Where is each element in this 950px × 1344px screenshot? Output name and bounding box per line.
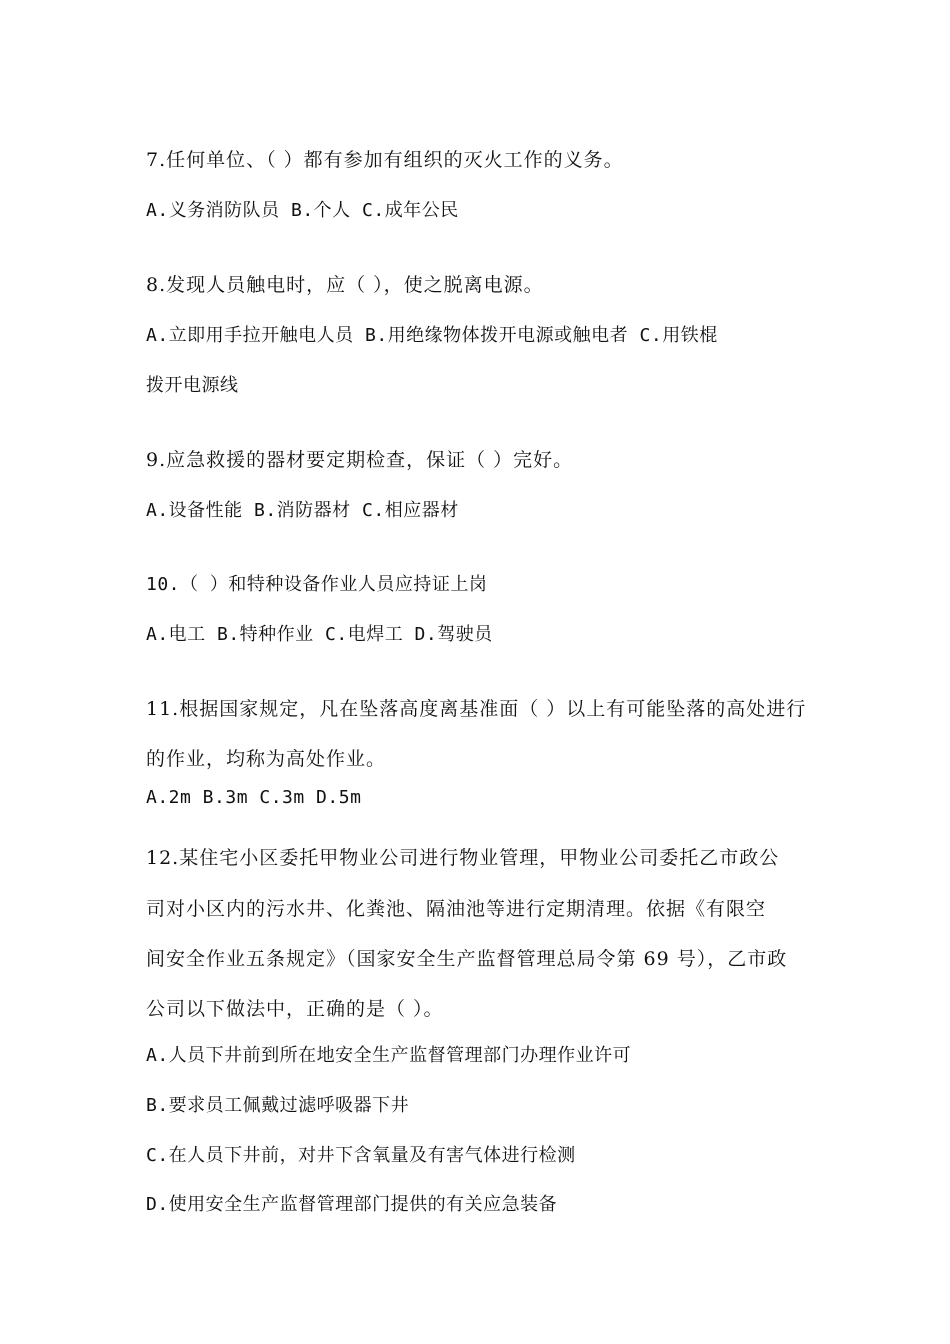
question-12-option-d: D.使用安全生产监督管理部门提供的有关应急装备 (146, 1194, 558, 1215)
question-12-stem-cont-3: 公司以下做法中，正确的是（ ）。 (146, 998, 444, 1020)
question-8-stem: 8.发现人员触电时，应（ ），使之脱离电源。 (146, 274, 544, 296)
question-9-options: A.设备性能 B.消防器材 C.相应器材 (146, 500, 459, 521)
question-8-options: A.立即用手拉开触电人员 B.用绝缘物体拨开电源或触电者 C.用铁棍 (146, 325, 718, 346)
question-11-stem-cont: 的作业，均称为高处作业。 (146, 748, 387, 770)
question-10-options: A.电工 B.特种作业 C.电焊工 D.驾驶员 (146, 624, 493, 645)
question-10-stem: 10.（ ）和特种设备作业人员应持证上岗 (146, 574, 488, 595)
question-9-stem: 9.应急救援的器材要定期检查，保证（ ）完好。 (146, 449, 574, 471)
question-11-stem: 11.根据国家规定，凡在坠落高度离基准面（ ）以上有可能坠落的高处进行 (146, 698, 807, 720)
question-11-options: A.2m B.3m C.3m D.5m (146, 787, 362, 808)
question-12-stem-cont-2: 间安全作业五条规定》（国家安全生产监督管理总局令第 69 号），乙市政 (146, 948, 788, 970)
question-7-stem: 7.任何单位、（ ）都有参加有组织的灭火工作的义务。 (146, 149, 624, 171)
question-7-options: A.义务消防队员 B.个人 C.成年公民 (146, 200, 459, 221)
question-8-options-cont: 拨开电源线 (146, 375, 239, 396)
question-12-option-c: C.在人员下井前，对井下含氧量及有害气体进行检测 (146, 1145, 576, 1166)
question-12-stem-cont-1: 司对小区内的污水井、化粪池、隔油池等进行定期清理。依据《有限空 (146, 898, 767, 920)
question-12-option-a: A.人员下井前到所在地安全生产监督管理部门办理作业许可 (146, 1045, 632, 1066)
question-12-stem: 12.某住宅小区委托甲物业公司进行物业管理，甲物业公司委托乙市政公 (146, 847, 780, 869)
question-12-option-b: B.要求员工佩戴过滤呼吸器下井 (146, 1095, 410, 1116)
